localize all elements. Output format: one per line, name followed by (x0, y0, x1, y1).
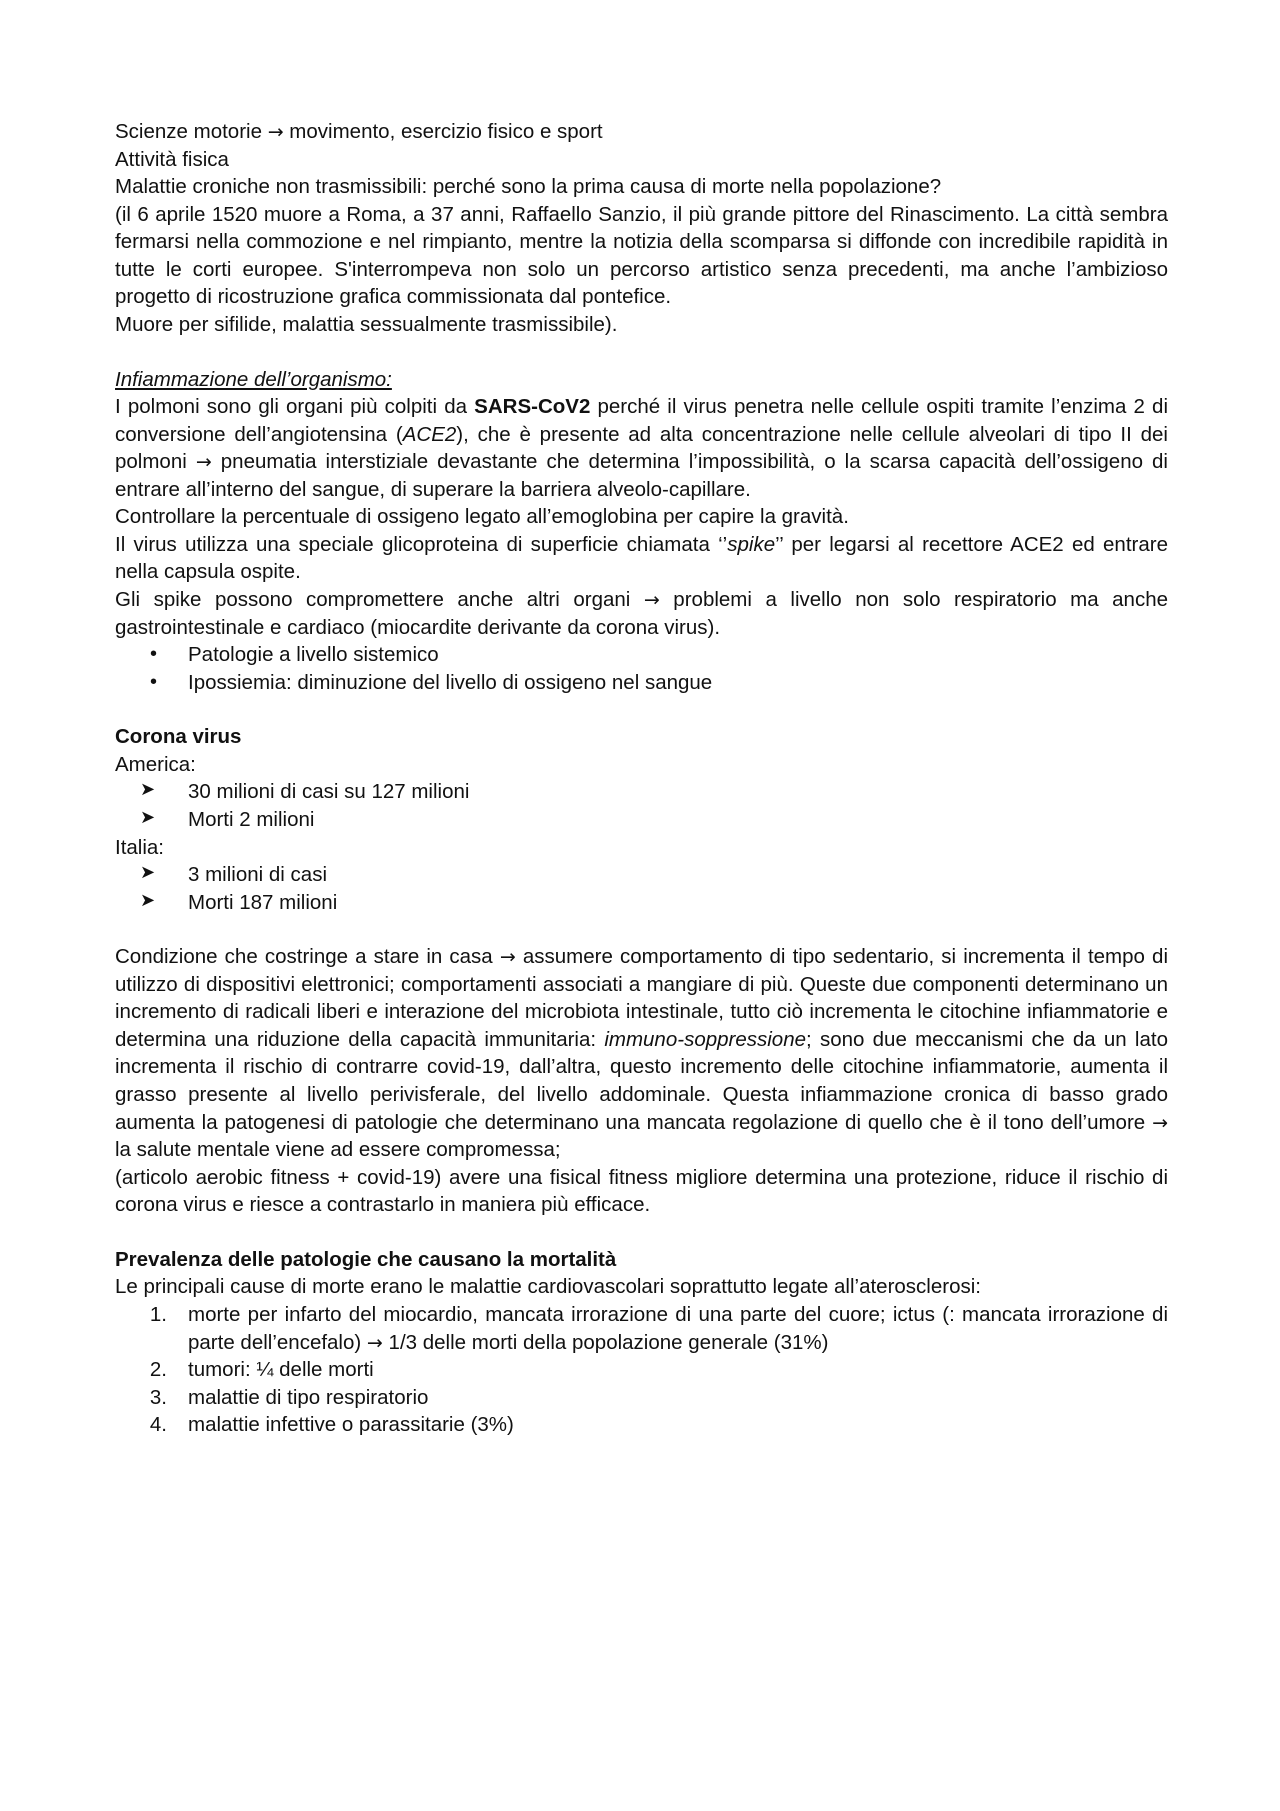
bullet-icon: • (150, 670, 158, 693)
list-italia-stats (115, 861, 1168, 916)
list-item (115, 1301, 1168, 1356)
intro-line-malattie-croniche: Malattie croniche non trasmissibili: perché sono la prima causa di morte nella popolazione? (115, 175, 942, 199)
polmoni-text-a: I polmoni sono gli organi più colpiti da (115, 395, 475, 419)
list-item-label: malattie di tipo respiratorio (188, 1385, 429, 1409)
sars-cov2-term: SARS-CoV2 (474, 395, 591, 419)
list-item (115, 778, 1168, 806)
list-item-label: malattie infettive o parassitarie (3%) (188, 1413, 514, 1437)
organi-text-a: Gli spike possono compromettere anche altri organi (115, 588, 644, 611)
heading-infiammazione (115, 366, 1168, 394)
intro-line-sifilide: Muore per sifilide, malattia sessualmente trasmissibile). (115, 312, 618, 336)
list-number: 1. (149, 1302, 167, 1326)
list-item (115, 669, 1168, 697)
section-spacer (115, 1219, 1168, 1246)
list-patologie (115, 641, 1168, 696)
list-item-label-cont: 1/3 delle morti della popolazione generale (31%) (382, 1330, 829, 1354)
spike-text-b: ’’ per legarsi al recettore ACE2 ed entrare nella capsula ospite. (115, 532, 1168, 584)
list-item (115, 889, 1168, 917)
paragraph-polmoni-sars (115, 393, 1168, 503)
list-item (115, 1356, 1168, 1384)
arrow-bullet-icon: ➤ (140, 889, 156, 911)
polmoni-text-b: perché il virus penetra nelle cellule ospiti tramite l’enzima 2 di conversione dell’angiotensina ( (115, 395, 1168, 446)
paragraph-condizione-sedentaria (115, 943, 1168, 1164)
list-number: 2. (149, 1358, 167, 1382)
list-item-label: 3 milioni di casi (188, 863, 327, 887)
right-arrow-icon: → (195, 451, 212, 474)
sedentary-text-c: ; sono due meccanismi che da un lato incrementa il rischio di contrarre covid-19, dall’altra, questo incremento delle citochine infiammatorie, aumenta il grasso presente al livello perivisferale, del livello addominale. Questa infiammazione cronica di basso grado aumenta la patogenesi di patologie che determinano una mancata regolazione di quello che è il tono dell’umore (115, 1027, 1168, 1134)
list-america-stats (115, 778, 1168, 833)
list-item-label: Morti 2 milioni (188, 807, 315, 831)
list-cause-mortalita (115, 1301, 1168, 1439)
list-item-label: 30 milioni di casi su 127 milioni (188, 780, 470, 804)
list-item (115, 861, 1168, 889)
spike-text-a: Il virus utilizza una speciale glicoproteina di superficie chiamata ‘’ (115, 532, 728, 556)
intro-line1-pre: Scienze motorie (115, 120, 268, 143)
immunosoppressione-term: immuno-soppressione (604, 1027, 807, 1051)
right-arrow-icon: → (366, 1331, 383, 1354)
list-item-label: Morti 187 milioni (188, 890, 338, 914)
section-spacer (115, 339, 1168, 366)
list-item (115, 1384, 1168, 1412)
heading-prevalenza-text: Prevalenza delle patologie che causano la mortalità (115, 1247, 617, 1271)
intro-line-scienze-motorie (115, 118, 1168, 146)
right-arrow-icon: → (1152, 1111, 1168, 1134)
list-item (115, 806, 1168, 834)
sedentary-text-a: Condizione che costringe a stare in casa (115, 945, 500, 969)
heading-corona-virus (115, 723, 1168, 751)
heading-infiammazione-text: Infiammazione dell’organismo: (115, 367, 392, 391)
intro-line-attivita-fisica: Attività fisica (115, 147, 229, 171)
list-item-label: tumori: ¼ delle morti (188, 1358, 374, 1382)
document-body (115, 118, 1168, 1439)
list-item (115, 1411, 1168, 1439)
paragraph-controllare-ossigeno: Controllare la percentuale di ossigeno legato all’emoglobina per capire la gravità. (115, 505, 849, 529)
spike-term: spike (727, 532, 776, 556)
sedentary-text-d: la salute mentale viene ad essere compromessa; (115, 1138, 561, 1162)
section-spacer (115, 696, 1168, 723)
intro-paragraph-raffaello: (il 6 aprile 1520 muore a Roma, a 37 anni, Raffaello Sanzio, il più grande pittore del Rinascimento. La città sembra fermarsi nella commozione e nel rimpianto, mentre la notizia della scomparsa si diffonde con incredibile rapidità in tutte le corti europee. S'interrompeva non solo un percorso artistico senza precedenti, ma anche l’ambizioso progetto di ricostruzione grafica commissionata dal pontefice. (115, 202, 1168, 309)
ace2-term: ACE2 (402, 422, 457, 446)
arrow-bullet-icon: ➤ (140, 862, 156, 884)
right-arrow-icon: → (643, 589, 660, 611)
list-number: 4. (149, 1413, 167, 1437)
corona-group-label-italia: Italia: (115, 835, 164, 859)
list-item-label: Patologie a livello sistemico (188, 643, 439, 667)
organi-text-b: problemi a livello non solo respiratorio ma anche gastrointestinale e cardiaco (miocardite derivante da corona virus). (115, 588, 1168, 639)
list-item-label: Ipossiemia: diminuzione del livello di ossigeno nel sangue (188, 670, 713, 694)
section-spacer (115, 916, 1168, 943)
prevalenza-intro: Le principali cause di morte erano le malattie cardiovascolari soprattutto legate all’aterosclerosi: (115, 1275, 981, 1299)
paragraph-articolo-aerobic-fitness: (articolo aerobic fitness + covid-19) avere una fisical fitness migliore determina una protezione, riduce il rischio di corona virus e riesce a contrastarlo in maniera più efficace. (115, 1165, 1168, 1217)
arrow-bullet-icon: ➤ (140, 779, 156, 801)
heading-prevalenza (115, 1246, 1168, 1274)
list-item (115, 641, 1168, 669)
sedentary-text-b: assumere comportamento di tipo sedentario, si incrementa il tempo di utilizzo di dispositivi elettronici; comportamenti associati a mangiare di più. Queste due componenti determinano un incremento di radicali liberi e interazione del microbiota intestinale, tutto ciò incrementa le citochine infiammatorie e determina una riduzione della capacità immunitaria: (115, 945, 1168, 1051)
paragraph-glicoproteina-spike (115, 531, 1168, 586)
intro-line1-post: movimento, esercizio fisico e sport (283, 120, 603, 143)
polmoni-text-d: pneumatia interstiziale devastante che determina l’impossibilità, o la scarsa capacità dell’ossigeno di entrare all’interno del sangue, di superare la barriera alveolo-capillare. (115, 450, 1168, 501)
list-item-label: morte per infarto del miocardio, mancata irrorazione di una parte del cuore; ictus (: mancata irrorazione di parte dell’encefalo) (188, 1302, 1168, 1354)
polmoni-text-c: ), che è presente ad alta concentrazione nelle cellule alveolari di tipo II dei polmoni (115, 422, 1168, 474)
list-number: 3. (149, 1385, 167, 1409)
heading-corona-virus-text: Corona virus (115, 725, 242, 749)
arrow-bullet-icon: ➤ (140, 806, 156, 828)
corona-group-label-america: America: (115, 752, 196, 776)
right-arrow-icon: → (267, 121, 284, 143)
paragraph-spike-organi (115, 586, 1168, 641)
bullet-icon: • (150, 643, 158, 666)
right-arrow-icon: → (499, 946, 516, 969)
